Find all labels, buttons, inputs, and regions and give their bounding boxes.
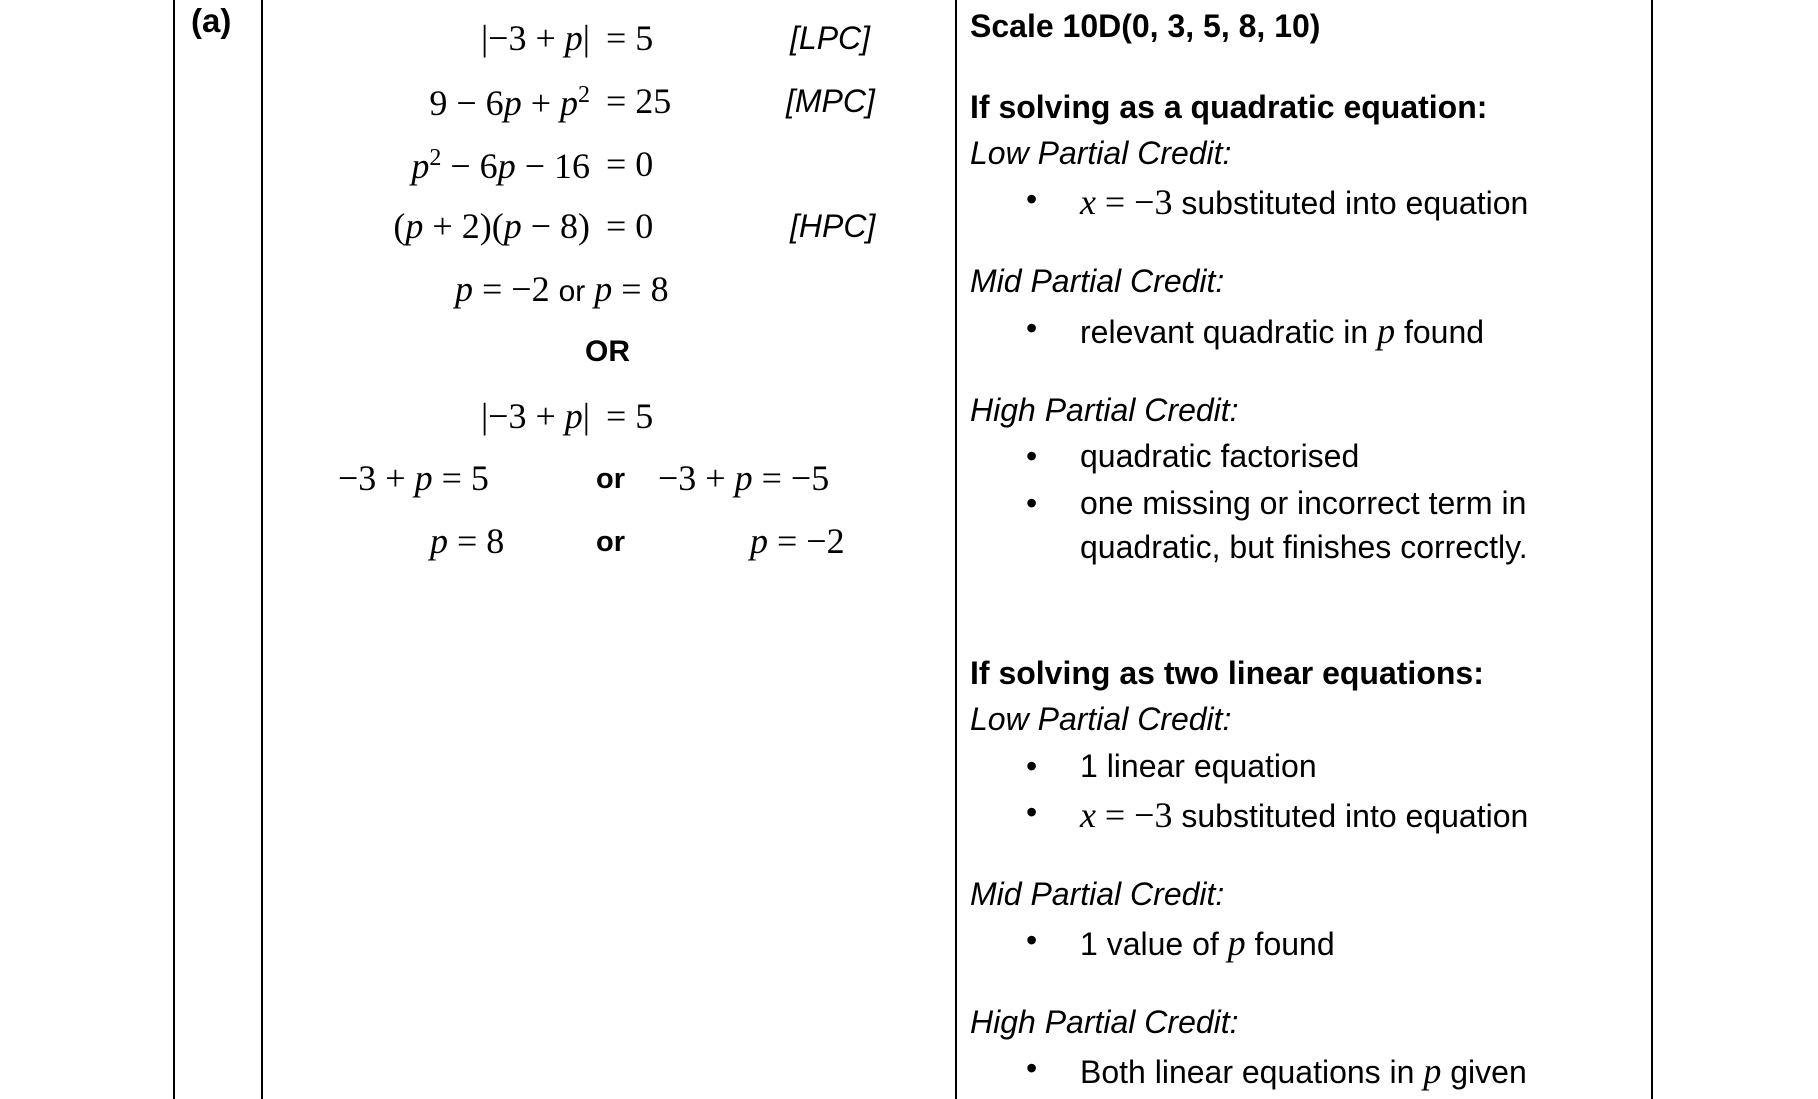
bullet-icon: • [1026,181,1038,217]
eq8-left: p = 8 [430,521,505,561]
eq6-lhs: |−3 + p| [480,396,590,436]
part-label: (a) [191,2,232,39]
scale-heading: Scale 10D(0, 3, 5, 8, 10) [970,8,1321,44]
or-word: or [558,275,586,308]
linear-low-item-2: x = −3 substituted into equation [1080,795,1529,835]
quadratic-mid-item-1: relevant quadratic in p found [1080,311,1485,351]
table-border-right [1651,0,1653,1099]
eq1-rhs: = 5 [606,18,654,58]
bullet-icon: • [1026,485,1038,521]
bullet-icon: • [1026,1050,1038,1086]
table-border-middle [955,0,957,1099]
bullet-icon: • [1026,748,1038,784]
quadratic-mid-label: Mid Partial Credit: [970,263,1225,299]
eq2-rhs: = 25 [606,81,672,121]
quadratic-high-item-1: quadratic factorised [1080,438,1360,474]
linear-heading: If solving as two linear equations: [970,655,1484,691]
linear-high-item-1: Both linear equations in p given [1080,1051,1527,1091]
bullet-icon: • [1026,310,1038,346]
bullet-icon: • [1026,922,1038,958]
bullet-icon: • [1026,438,1038,474]
eq3-lhs: $p^2 - 6p - 16$ [411,145,590,186]
eq8-right: p = −2 [750,521,845,561]
quadratic-high-item-2: one missing or incorrect term in [1080,485,1527,521]
linear-mid-item-1: 1 value of p found [1080,923,1335,963]
eq3-rhs: = 0 [606,144,654,184]
linear-mid-label: Mid Partial Credit: [970,876,1225,912]
table-border-left [173,0,175,1099]
tag-mpc: [MPC] [786,83,875,119]
eq7-left: −3 + p = 5 [338,458,489,498]
quadratic-low-item-1: x = −3 substituted into equation [1080,182,1529,222]
bullet-icon: • [1026,794,1038,830]
eq2-lhs: $9 - 6p + p^2$ [429,82,590,123]
linear-high-label: High Partial Credit: [970,1004,1239,1040]
eq6-rhs: = 5 [606,396,654,436]
linear-low-label: Low Partial Credit: [970,701,1232,737]
eq1-lhs: |−3 + p| [480,18,590,58]
or-separator: OR [585,335,630,368]
or-label-2: or [596,526,625,558]
tag-lpc: [LPC] [790,20,871,56]
eq4-rhs: = 0 [606,206,654,246]
quadratic-high-label: High Partial Credit: [970,392,1239,428]
eq5-solution: p = −2 or p = 8 [455,269,669,309]
quadratic-high-item-2-cont: quadratic, but finishes correctly. [1080,529,1528,565]
tag-hpc: [HPC] [790,208,876,244]
eq7-right: −3 + p = −5 [658,458,830,498]
quadratic-low-label: Low Partial Credit: [970,135,1232,171]
eq4-lhs: (p + 2)(p − 8) [393,206,590,246]
or-label-1: or [596,463,625,495]
linear-low-item-1: 1 linear equation [1080,748,1317,784]
quadratic-heading: If solving as a quadratic equation: [970,89,1488,125]
